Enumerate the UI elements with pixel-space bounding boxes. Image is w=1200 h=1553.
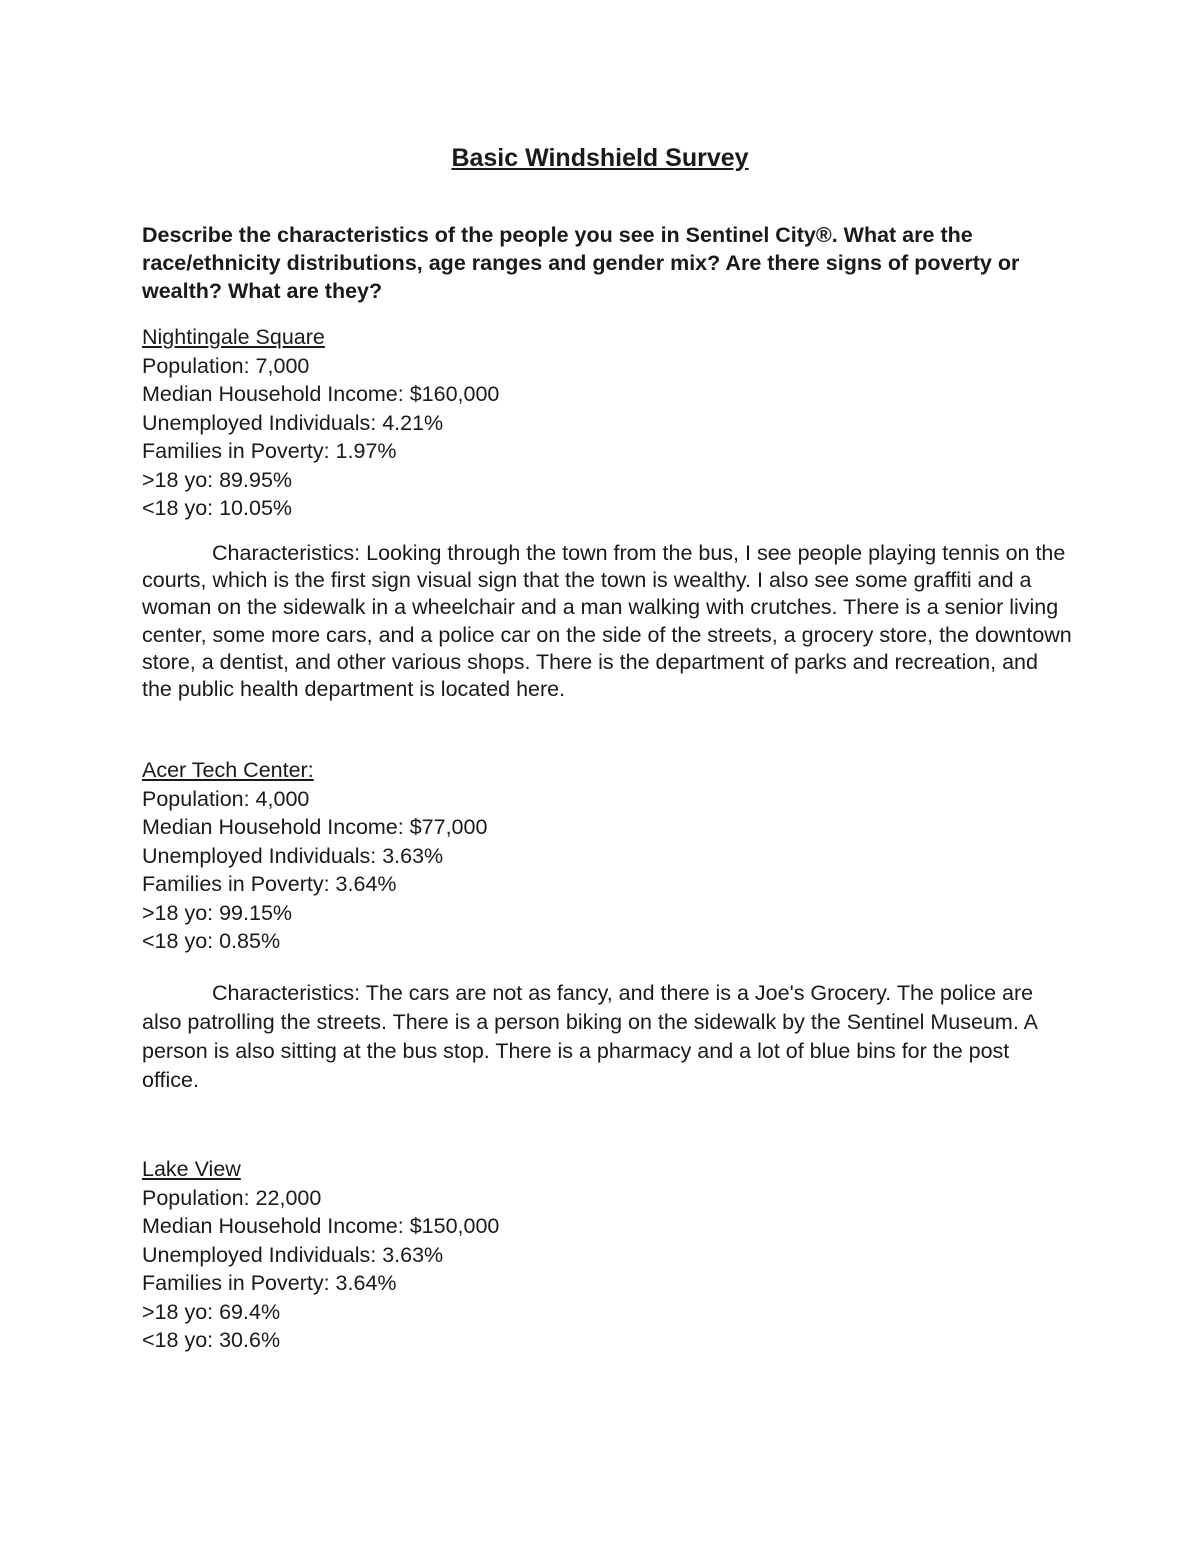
- stat-over-18: >18 yo: 99.15%: [142, 900, 293, 925]
- stat-families-poverty: Families in Poverty: 3.64%: [142, 1271, 397, 1295]
- section-heading: Acer Tech Center:: [142, 758, 314, 782]
- document-title: Basic Windshield Survey: [451, 144, 749, 172]
- stat-median-income: Median Household Income: $160,000: [142, 382, 500, 406]
- stat-population: Population: 4,000: [142, 786, 310, 811]
- section-heading: Lake View: [142, 1157, 241, 1181]
- stat-median-income: Median Household Income: $150,000: [142, 1214, 500, 1238]
- section-lake-view: [142, 1155, 1072, 1355]
- section-nightingale-square: [142, 323, 1072, 523]
- stat-median-income: Median Household Income: $77,000: [142, 815, 488, 839]
- stat-over-18: >18 yo: 89.95%: [142, 467, 293, 492]
- stat-families-poverty: Families in Poverty: 3.64%: [142, 872, 397, 896]
- stat-under-18: <18 yo: 0.85%: [142, 929, 281, 953]
- section-acer-tech-center: [142, 756, 1072, 956]
- stat-over-18: >18 yo: 69.4%: [142, 1299, 281, 1324]
- stat-under-18: <18 yo: 10.05%: [142, 496, 293, 520]
- characteristics-nightingale-square: Characteristics: Looking through the town from the bus, I see people playing tennis on the courts, which is the first sign visual sign that the town is wealthy. I also see some graffiti and a woman on the sidewalk in a wheelchair and a man walking with crutches. There is a senior living center, some more cars, and a police car on the side of the streets, a grocery store, the downtown store, a dentist, and other various shops. There is the department of parks and recreation, and the public health department is located here.: [142, 541, 1072, 702]
- stat-unemployed: Unemployed Individuals: 4.21%: [142, 410, 444, 435]
- stat-unemployed: Unemployed Individuals: 3.63%: [142, 843, 444, 868]
- characteristics-acer-tech-center: Characteristics: The cars are not as fancy, and there is a Joe's Grocery. The police are also patrolling the streets. There is a person biking on the sidewalk by the Sentinel Museum. A person is also sitting at the bus stop. There is a pharmacy and a lot of blue bins for the post office.: [142, 981, 1037, 1092]
- stat-families-poverty: Families in Poverty: 1.97%: [142, 439, 397, 463]
- stat-unemployed: Unemployed Individuals: 3.63%: [142, 1242, 444, 1267]
- stat-under-18: <18 yo: 30.6%: [142, 1328, 281, 1352]
- stat-population: Population: 7,000: [142, 353, 310, 378]
- section-heading: Nightingale Square: [142, 325, 325, 349]
- stat-population: Population: 22,000: [142, 1185, 322, 1210]
- survey-prompt: Describe the characteristics of the people you see in Sentinel City®. What are the race/ethnicity distributions, age ranges and gender mix? Are there signs of poverty or wealth? What are they?: [142, 223, 1020, 303]
